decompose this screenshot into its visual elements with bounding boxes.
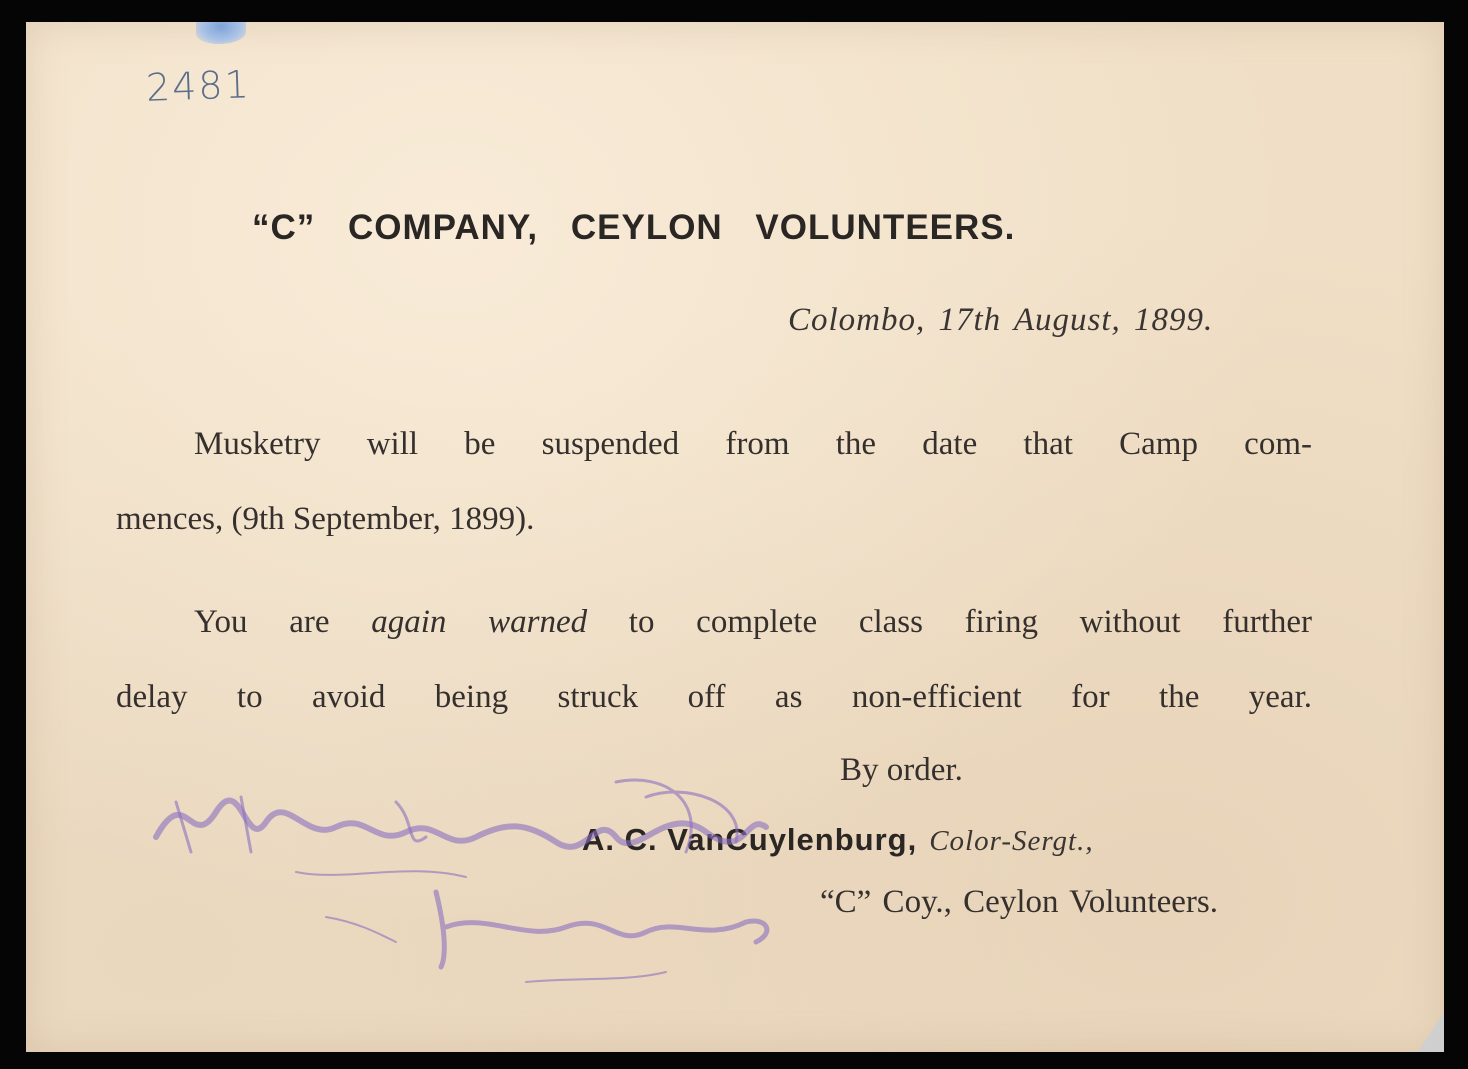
handwritten-stamp — [146, 742, 786, 1002]
dateline: Colombo, 17th August, 1899. — [788, 302, 1214, 338]
unit-name: “C” Coy., Ceylon Volunteers. — [820, 884, 1218, 920]
postcard — [26, 22, 1444, 1052]
by-order-text: By order. — [840, 752, 963, 788]
paragraph-musketry — [116, 407, 1312, 557]
paragraph-warning — [116, 585, 1312, 735]
paragraph-line: Musketry will be suspended from the date that Camp com- — [194, 426, 1312, 462]
paragraph-line — [116, 585, 1312, 660]
paragraph-line: mences, (9th September, 1899). — [116, 501, 535, 537]
emphasis-text: again warned — [371, 604, 588, 640]
paragraph-line: delay to avoid being struck off as non-efficient for the year. — [116, 679, 1312, 715]
text-segment: You are — [194, 604, 330, 640]
signatory-name: A. C. VanCuylenburg, — [582, 822, 918, 857]
ink-blot — [196, 22, 246, 44]
signatory-rank: Color-Sergt., — [929, 825, 1094, 857]
signature-line — [582, 822, 1094, 858]
reference-number: 2481 — [145, 62, 252, 110]
text-segment: to complete class firing without further — [628, 604, 1313, 640]
folded-corner — [1418, 1012, 1444, 1052]
notice-heading: “C” COMPANY, CEYLON VOLUNTEERS. — [252, 208, 1016, 247]
